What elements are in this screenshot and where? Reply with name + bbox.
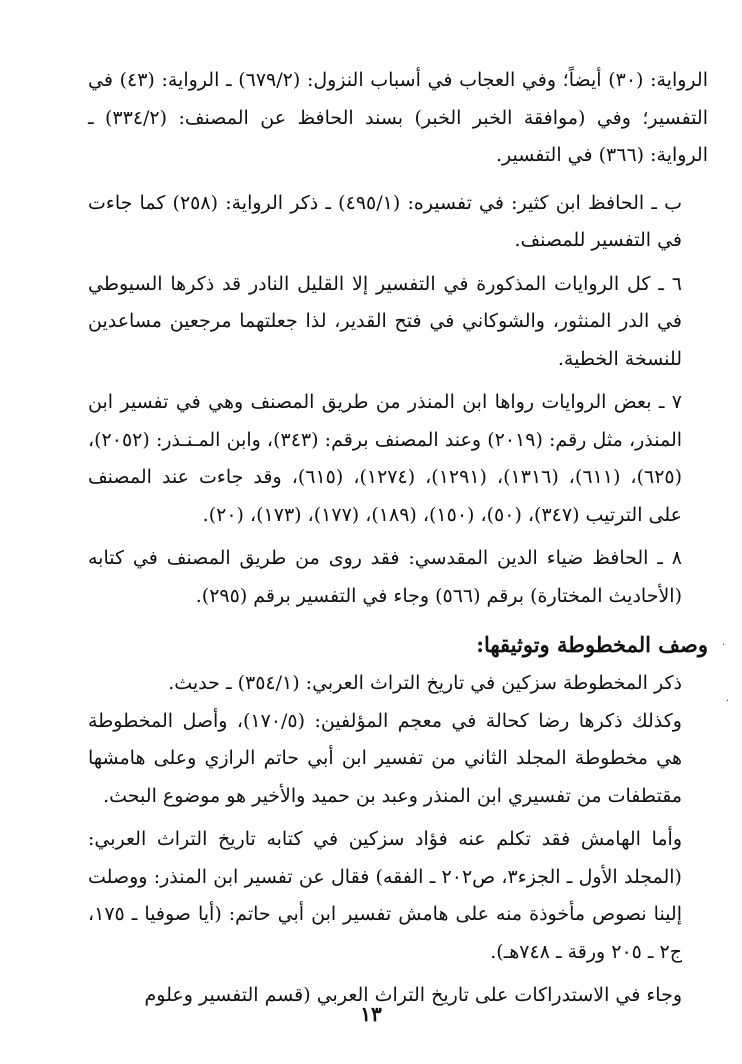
page-number: ١٣ xyxy=(360,1002,382,1026)
paragraph-5: ٨ ـ الحافظ ضياء الدين المقدسي: فقد روى من طريق المصنف في كتابه (الأحاديث المختارة) برقم (٥٦٦) وجاء في التفسير برقم (٢٩٥). xyxy=(88,547,682,607)
section-heading: وصف المخطوطة وتوثيقها: xyxy=(476,632,708,657)
paragraph-3: ٦ ـ كل الروايات المذكورة في التفسير إلا القليل النادر قد ذكرها السيوطي في الدر المنثور، والشوكاني في فتح القدير، لذا جعلتهما مرجعين مساعدين للنسخة الخطية. xyxy=(88,272,682,370)
paragraph-6: ذكر المخطوطة سزكين في تاريخ التراث العربي: (٣٥٤/١) ـ حديث. xyxy=(168,672,682,694)
page-body xyxy=(88,62,708,1015)
margin-mark: · xyxy=(726,696,730,707)
paragraph-4: ٧ ـ بعض الروايات رواها ابن المنذر من طريق المصنف وهي في تفسير ابن المنذر، مثل رقم: (٢٠١٩) وعند المصنف برقم: (٣٤٣)، وابن المـنـذر: (٢٠٥٢)، (٦٢٥)، (٦١١)، (١٣١٦)، (١٢٩١)، (١٢٧٤)، (٦١٥)، وقد جاءت عند المصنف على الترتيب (٣٤٧)، (٥٠)، (١٥٠)، (١٨٩)، (١٧٧)، (١٧٣)، (٢٠). xyxy=(88,391,683,526)
paragraph-1: الرواية: (٣٠) أيضاً؛ وفي العجاب في أسباب النزول: (٦٧٩/٢) ـ الرواية: (٤٣) في التفسير؛ وفي (موافقة الخبر الخبر) بسند الحافظ عن المصنف: (٣٣٤/٢) ـ الرواية: (٣٦٦) في التفسير. xyxy=(88,69,708,166)
paragraph-7: وكذلك ذكرها رضا كحالة في معجم المؤلفين: (١٧٠/٥)، وأصل المخطوطة هي مخطوطة المجلد الثاني من تفسير ابن أبي حاتم الرازي وعلى هامشها مقتطفات من تفسيري ابن المنذر وعبد بن حميد والأخير هو موضوع البحث. xyxy=(88,709,682,807)
margin-mark: · xyxy=(722,640,726,651)
paragraph-9: وجاء في الاستدراكات على تاريخ التراث العربي (قسم التفسير وعلوم xyxy=(144,984,682,1006)
paragraph-8: وأما الهامش فقد تكلم عنه فؤاد سزكين في كتابه تاريخ التراث العربي: (المجلد الأول ـ الجزء٣، ص٢٠٢ ـ الفقه) فقال عن تفسير ابن المنذر: ووصلت إلينا نصوص مأخوذة منه على هامش تفسير ابن أبي حاتم: (أيا صوفيا ـ ١٧٥، ج٢ ـ ٢٠٥ ورقة ـ ٧٤٨هـ). xyxy=(88,828,682,963)
paragraph-2: ب ـ الحافظ ابن كثير: في تفسيره: (٤٩٥/١) ـ ذكر الرواية: (٢٥٨) كما جاءت في التفسير للمصنف. xyxy=(88,191,683,251)
